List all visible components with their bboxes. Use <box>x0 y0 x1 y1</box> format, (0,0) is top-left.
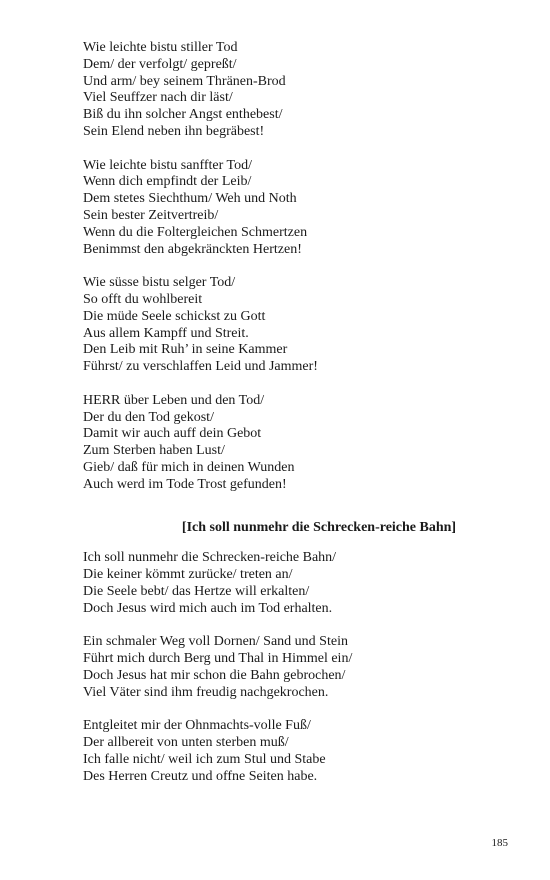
verse-line: Ich soll nunmehr die Schrecken-reiche Bahn/ <box>83 550 337 566</box>
verse-line: Den Leib mit Ruh’ in seine Kammer <box>83 342 288 358</box>
verse-line: Dem/ der verfolgt/ gepreßt/ <box>83 56 237 72</box>
verse-line: Führst/ zu verschlaffen Leid und Jammer! <box>83 359 318 375</box>
verse-line: Aus allem Kampff und Streit. <box>83 325 249 341</box>
verse-line: Zum Sterben haben Lust/ <box>83 443 225 459</box>
verse-line: Der allbereit von unten sterben muß/ <box>83 735 289 751</box>
verse-line: Führt mich durch Berg und Thal in Himmel ein/ <box>83 651 353 667</box>
verse-line: Viel Väter sind ihm freudig nachgekrochen. <box>83 684 329 700</box>
verse-line: Der du den Tod gekost/ <box>83 409 214 425</box>
verse-line: Benimmst den abgekränckten Hertzen! <box>83 241 302 257</box>
stanza <box>83 40 483 141</box>
stanza <box>83 634 483 701</box>
stanza <box>83 718 483 785</box>
poem-1 <box>83 40 483 494</box>
verse-line: Ein schmaler Weg voll Dornen/ Sand und Stein <box>83 634 348 650</box>
verse-line: Damit wir auch auff dein Gebot <box>83 426 262 442</box>
poem-title <box>83 520 483 537</box>
verse-line: Gieb/ daß für mich in deinen Wunden <box>83 459 295 475</box>
verse-line: Sein bester Zeitvertreib/ <box>83 207 219 223</box>
verse-line: Wenn dich empfindt der Leib/ <box>83 174 252 190</box>
verse-line: Und arm/ bey seinem Thränen-Brod <box>83 73 286 89</box>
verse-line: Wenn du die Foltergleichen Schmertzen <box>83 224 308 240</box>
verse-line: So offt du wohlbereit <box>83 291 203 307</box>
verse-line: Die Seele bebt/ das Hertze will erkalten/ <box>83 583 310 599</box>
verse-line: Wie leichte bistu stiller Tod <box>83 40 238 55</box>
verse-line: Viel Seuffzer nach dir läst/ <box>83 90 233 106</box>
verse-line: Wie leichte bistu sanffter Tod/ <box>83 157 253 173</box>
verse-line: Des Herren Creutz und offne Seiten habe. <box>83 768 318 784</box>
verse-line: Ich falle nicht/ weil ich zum Stul und Stabe <box>83 751 326 767</box>
verse-line: Sein Elend neben ihn begräbest! <box>83 123 265 139</box>
verse-line: Die keiner kömmt zurücke/ treten an/ <box>83 567 293 583</box>
verse-line: HERR über Leben und den Tod/ <box>83 392 265 408</box>
stanza <box>83 393 483 494</box>
stanza <box>83 275 483 376</box>
verse-line: Auch werd im Tode Trost gefunden! <box>83 476 287 492</box>
stanza <box>83 550 483 617</box>
verse-line: Wie süsse bistu selger Tod/ <box>83 275 236 291</box>
verse-line: Doch Jesus hat mir schon die Bahn gebrochen/ <box>83 667 346 683</box>
poem-title-text: [Ich soll nunmehr die Schrecken-reiche Bahn] <box>181 519 457 535</box>
page-number: 185 <box>491 837 508 849</box>
verse-line: Dem stetes Siechthum/ Weh und Noth <box>83 191 297 207</box>
poem-2 <box>83 550 483 785</box>
verse-line: Die müde Seele schickst zu Gott <box>83 308 266 324</box>
verse-line: Doch Jesus wird mich auch im Tod erhalten. <box>83 600 333 616</box>
verse-line: Entgleitet mir der Ohnmachts-volle Fuß/ <box>83 718 311 734</box>
page-content <box>83 40 483 785</box>
stanza <box>83 158 483 259</box>
verse-line: Biß du ihn solcher Angst enthebest/ <box>83 107 283 123</box>
